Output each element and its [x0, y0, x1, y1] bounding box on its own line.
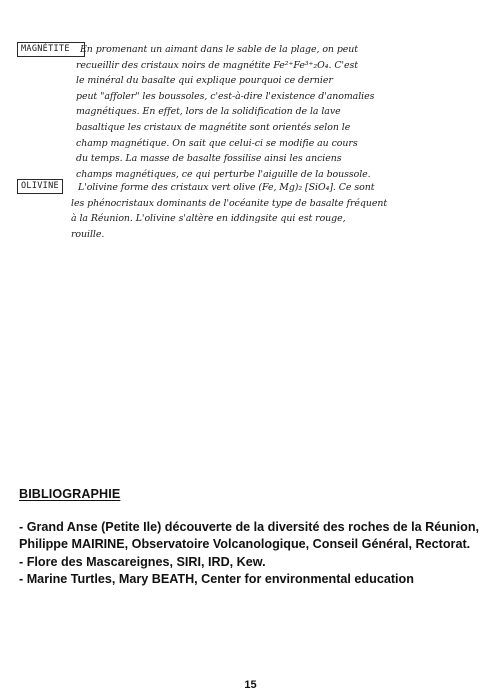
- bibliography-entry: - Grand Anse (Petite Ile) découverte de la diversité des roches de la Réunion, Philippe MAIRINE, Observatoire Volcanologique, Conseil Général, Rectorat.: [19, 520, 480, 552]
- magnetite-line: du temps. La masse de basalte fossilise ainsi les anciens: [76, 153, 342, 165]
- olivine-handwritten-text: [71, 180, 388, 242]
- bibliography-list: [19, 519, 489, 589]
- magnetite-line: peut "affoler" les boussoles, c'est-à-dire l'existence d'anomalies: [76, 90, 375, 102]
- page-number: 15: [244, 679, 257, 691]
- olivine-line: à la Réunion. L'olivine s'altère en iddingsite qui est rouge,: [71, 213, 346, 225]
- magnetite-line: En promenant un aimant dans le sable de la plage, on peut: [80, 44, 358, 55]
- magnetite-line: champ magnétique. On sait que celui-ci se modifie au cours: [76, 137, 358, 149]
- olivine-line: rouille.: [71, 228, 105, 240]
- olivine-line: les phénocristaux dominants de l'océanite type de basalte fréquent: [71, 197, 388, 209]
- magnetite-line: basaltique les cristaux de magnétite sont orientés selon le: [76, 121, 351, 133]
- olivine-line: L'olivine forme des cristaux vert olive (Fe, Mg)₂ [SiO₄]. Ce sont: [78, 182, 375, 193]
- olivine-label-box: [17, 179, 63, 194]
- magnetite-line: recueillir des cristaux noirs de magnétite Fe²⁺Fe³⁺₂O₄. C'est: [76, 59, 358, 71]
- bibliography-entry: - Marine Turtles, Mary BEATH, Center for environmental education: [19, 572, 414, 587]
- magnetite-label: MAGNÉTITE: [21, 44, 70, 54]
- bibliography-heading: BIBLIOGRAPHIE: [19, 487, 121, 501]
- magnetite-handwritten-text: [76, 42, 375, 182]
- magnetite-line: le minéral du basalte qui explique pourquoi ce dernier: [76, 75, 333, 87]
- bibliography-entry: - Flore des Mascareignes, SIRI, IRD, Kew.: [19, 554, 266, 569]
- olivine-label: OLIVINE: [21, 181, 59, 191]
- magnetite-line: champs magnétiques, ce qui perturbe l'aiguille de la boussole.: [76, 168, 371, 180]
- magnetite-line: magnétiques. En effet, lors de la solidification de la lave: [76, 106, 341, 118]
- magnetite-label-box: [17, 42, 85, 57]
